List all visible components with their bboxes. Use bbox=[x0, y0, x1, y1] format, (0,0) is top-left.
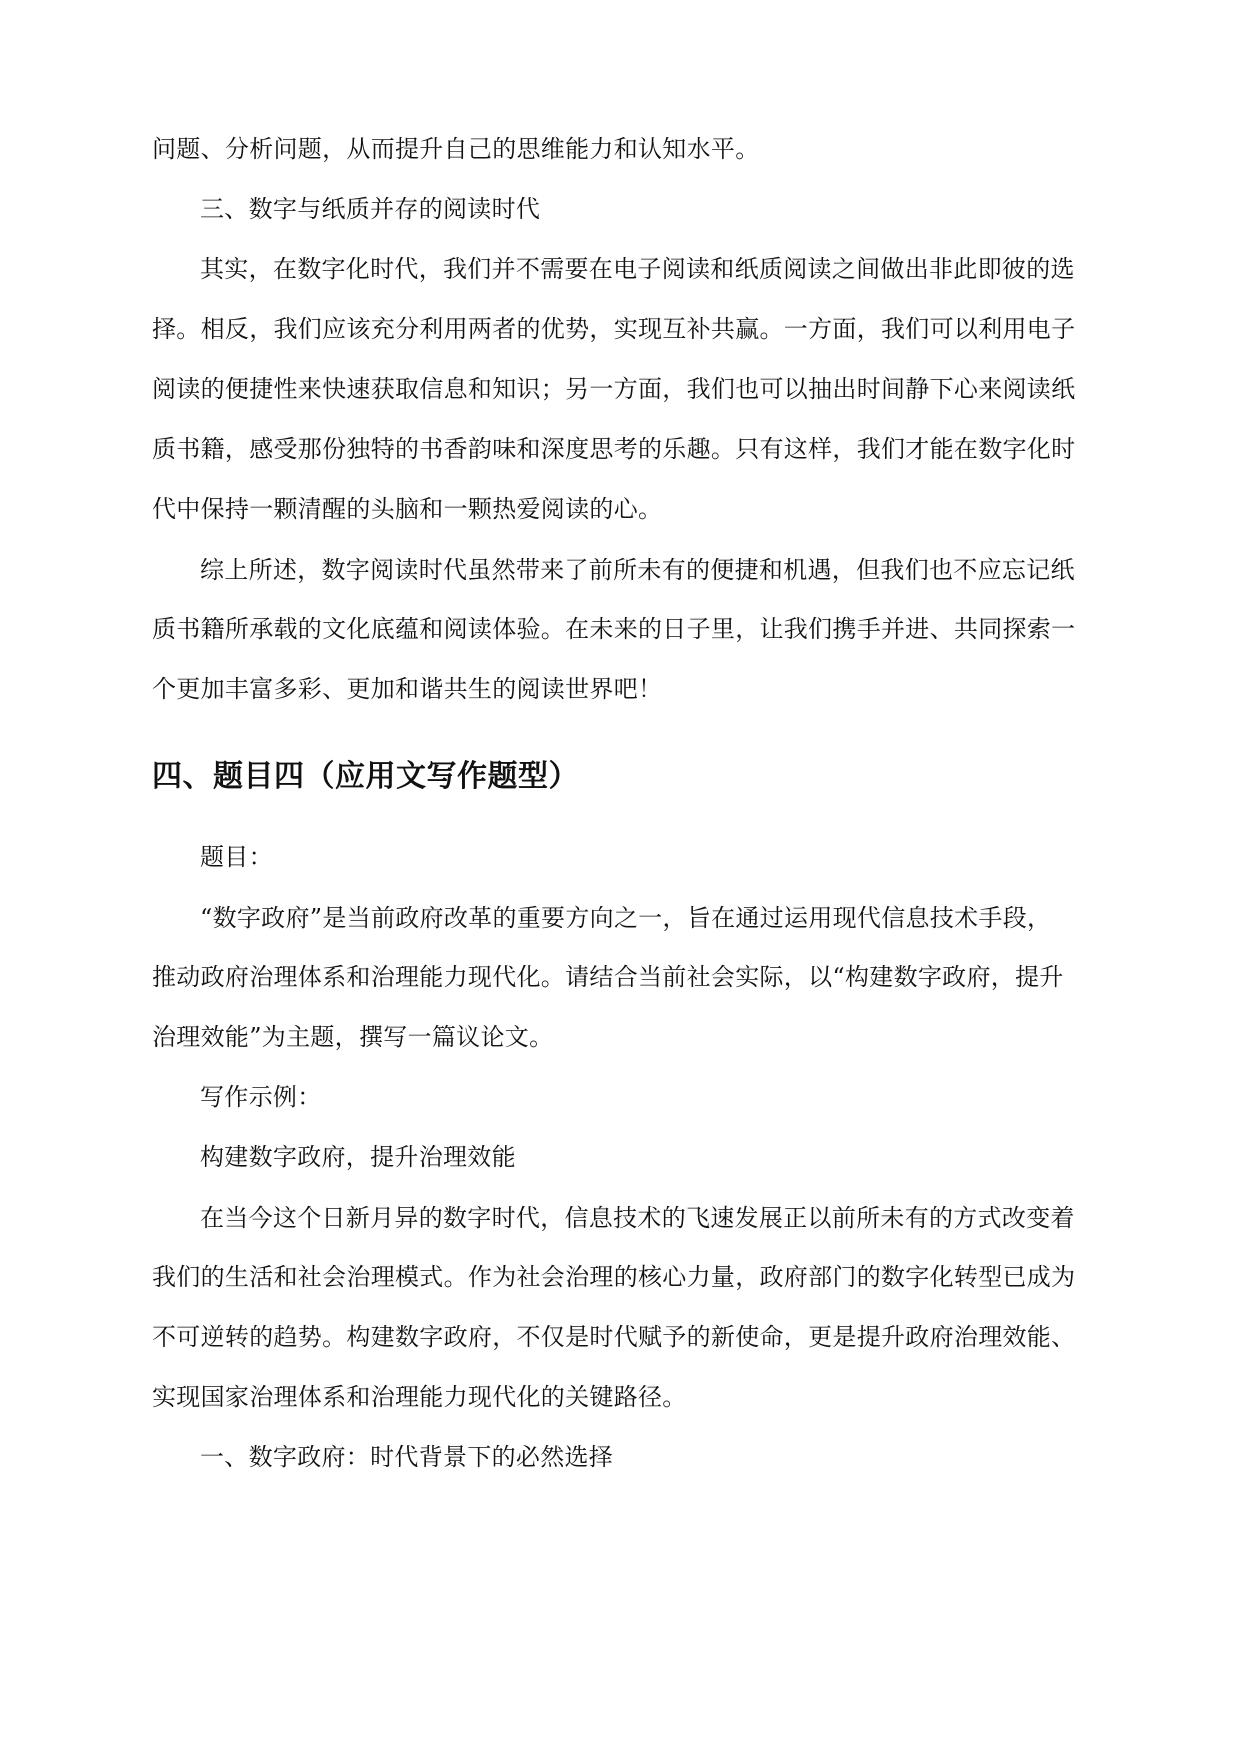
section-subheading: 三、数字与纸质并存的阅读时代 bbox=[200, 195, 541, 223]
paragraph-line: 治理效能”为主题，撰写一篇议论文。 bbox=[152, 1023, 554, 1051]
paragraph-line: 推动政府治理体系和治理能力现代化。请结合当前社会实际，以“构建数字政府，提升 bbox=[152, 963, 1064, 991]
section-heading: 四、题目四（应用文写作题型） bbox=[152, 759, 579, 794]
paragraph-line: 不可逆转的趋势。构建数字政府，不仅是时代赋予的新使命，更是提升政府治理效能、 bbox=[152, 1323, 1076, 1351]
paragraph-line: 质书籍所承载的文化底蕴和阅读体验。在未来的日子里，让我们携手并进、共同探索一 bbox=[152, 615, 1076, 643]
paragraph-line: 在当今这个日新月异的数字时代，信息技术的飞速发展正以前所未有的方式改变着 bbox=[200, 1204, 1075, 1232]
paragraph-line: 我们的生活和社会治理模式。作为社会治理的核心力量，政府部门的数字化转型已成为 bbox=[152, 1263, 1076, 1291]
paragraph-line: “数字政府”是当前政府改革的重要方向之一，旨在通过运用现代信息技术手段， bbox=[200, 904, 1052, 932]
paragraph-line: 写作示例： bbox=[200, 1083, 322, 1111]
paragraph-line: 实现国家治理体系和治理能力现代化的关键路径。 bbox=[152, 1383, 687, 1411]
paragraph-line: 题目： bbox=[200, 843, 273, 871]
section-subheading: 一、数字政府：时代背景下的必然选择 bbox=[200, 1443, 614, 1471]
paragraph-line: 择。相反，我们应该充分利用两者的优势，实现互补共赢。一方面，我们可以利用电子 bbox=[152, 315, 1076, 343]
paragraph-line: 质书籍，感受那份独特的书香韵味和深度思考的乐趣。只有这样，我们才能在数字化时 bbox=[152, 435, 1076, 463]
essay-title: 构建数字政府，提升治理效能 bbox=[200, 1143, 516, 1171]
paragraph-line: 其实，在数字化时代，我们并不需要在电子阅读和纸质阅读之间做出非此即彼的选 bbox=[200, 255, 1075, 283]
paragraph-line: 个更加丰富多彩、更加和谐共生的阅读世界吧！ bbox=[152, 675, 663, 703]
paragraph-line: 问题、分析问题，从而提升自己的思维能力和认知水平。 bbox=[152, 135, 760, 163]
paragraph-line: 代中保持一颗清醒的头脑和一颗热爱阅读的心。 bbox=[152, 495, 663, 523]
paragraph-line: 综上所述，数字阅读时代虽然带来了前所未有的便捷和机遇，但我们也不应忘记纸 bbox=[200, 556, 1075, 584]
paragraph-line: 阅读的便捷性来快速获取信息和知识；另一方面，我们也可以抽出时间静下心来阅读纸 bbox=[152, 375, 1076, 403]
